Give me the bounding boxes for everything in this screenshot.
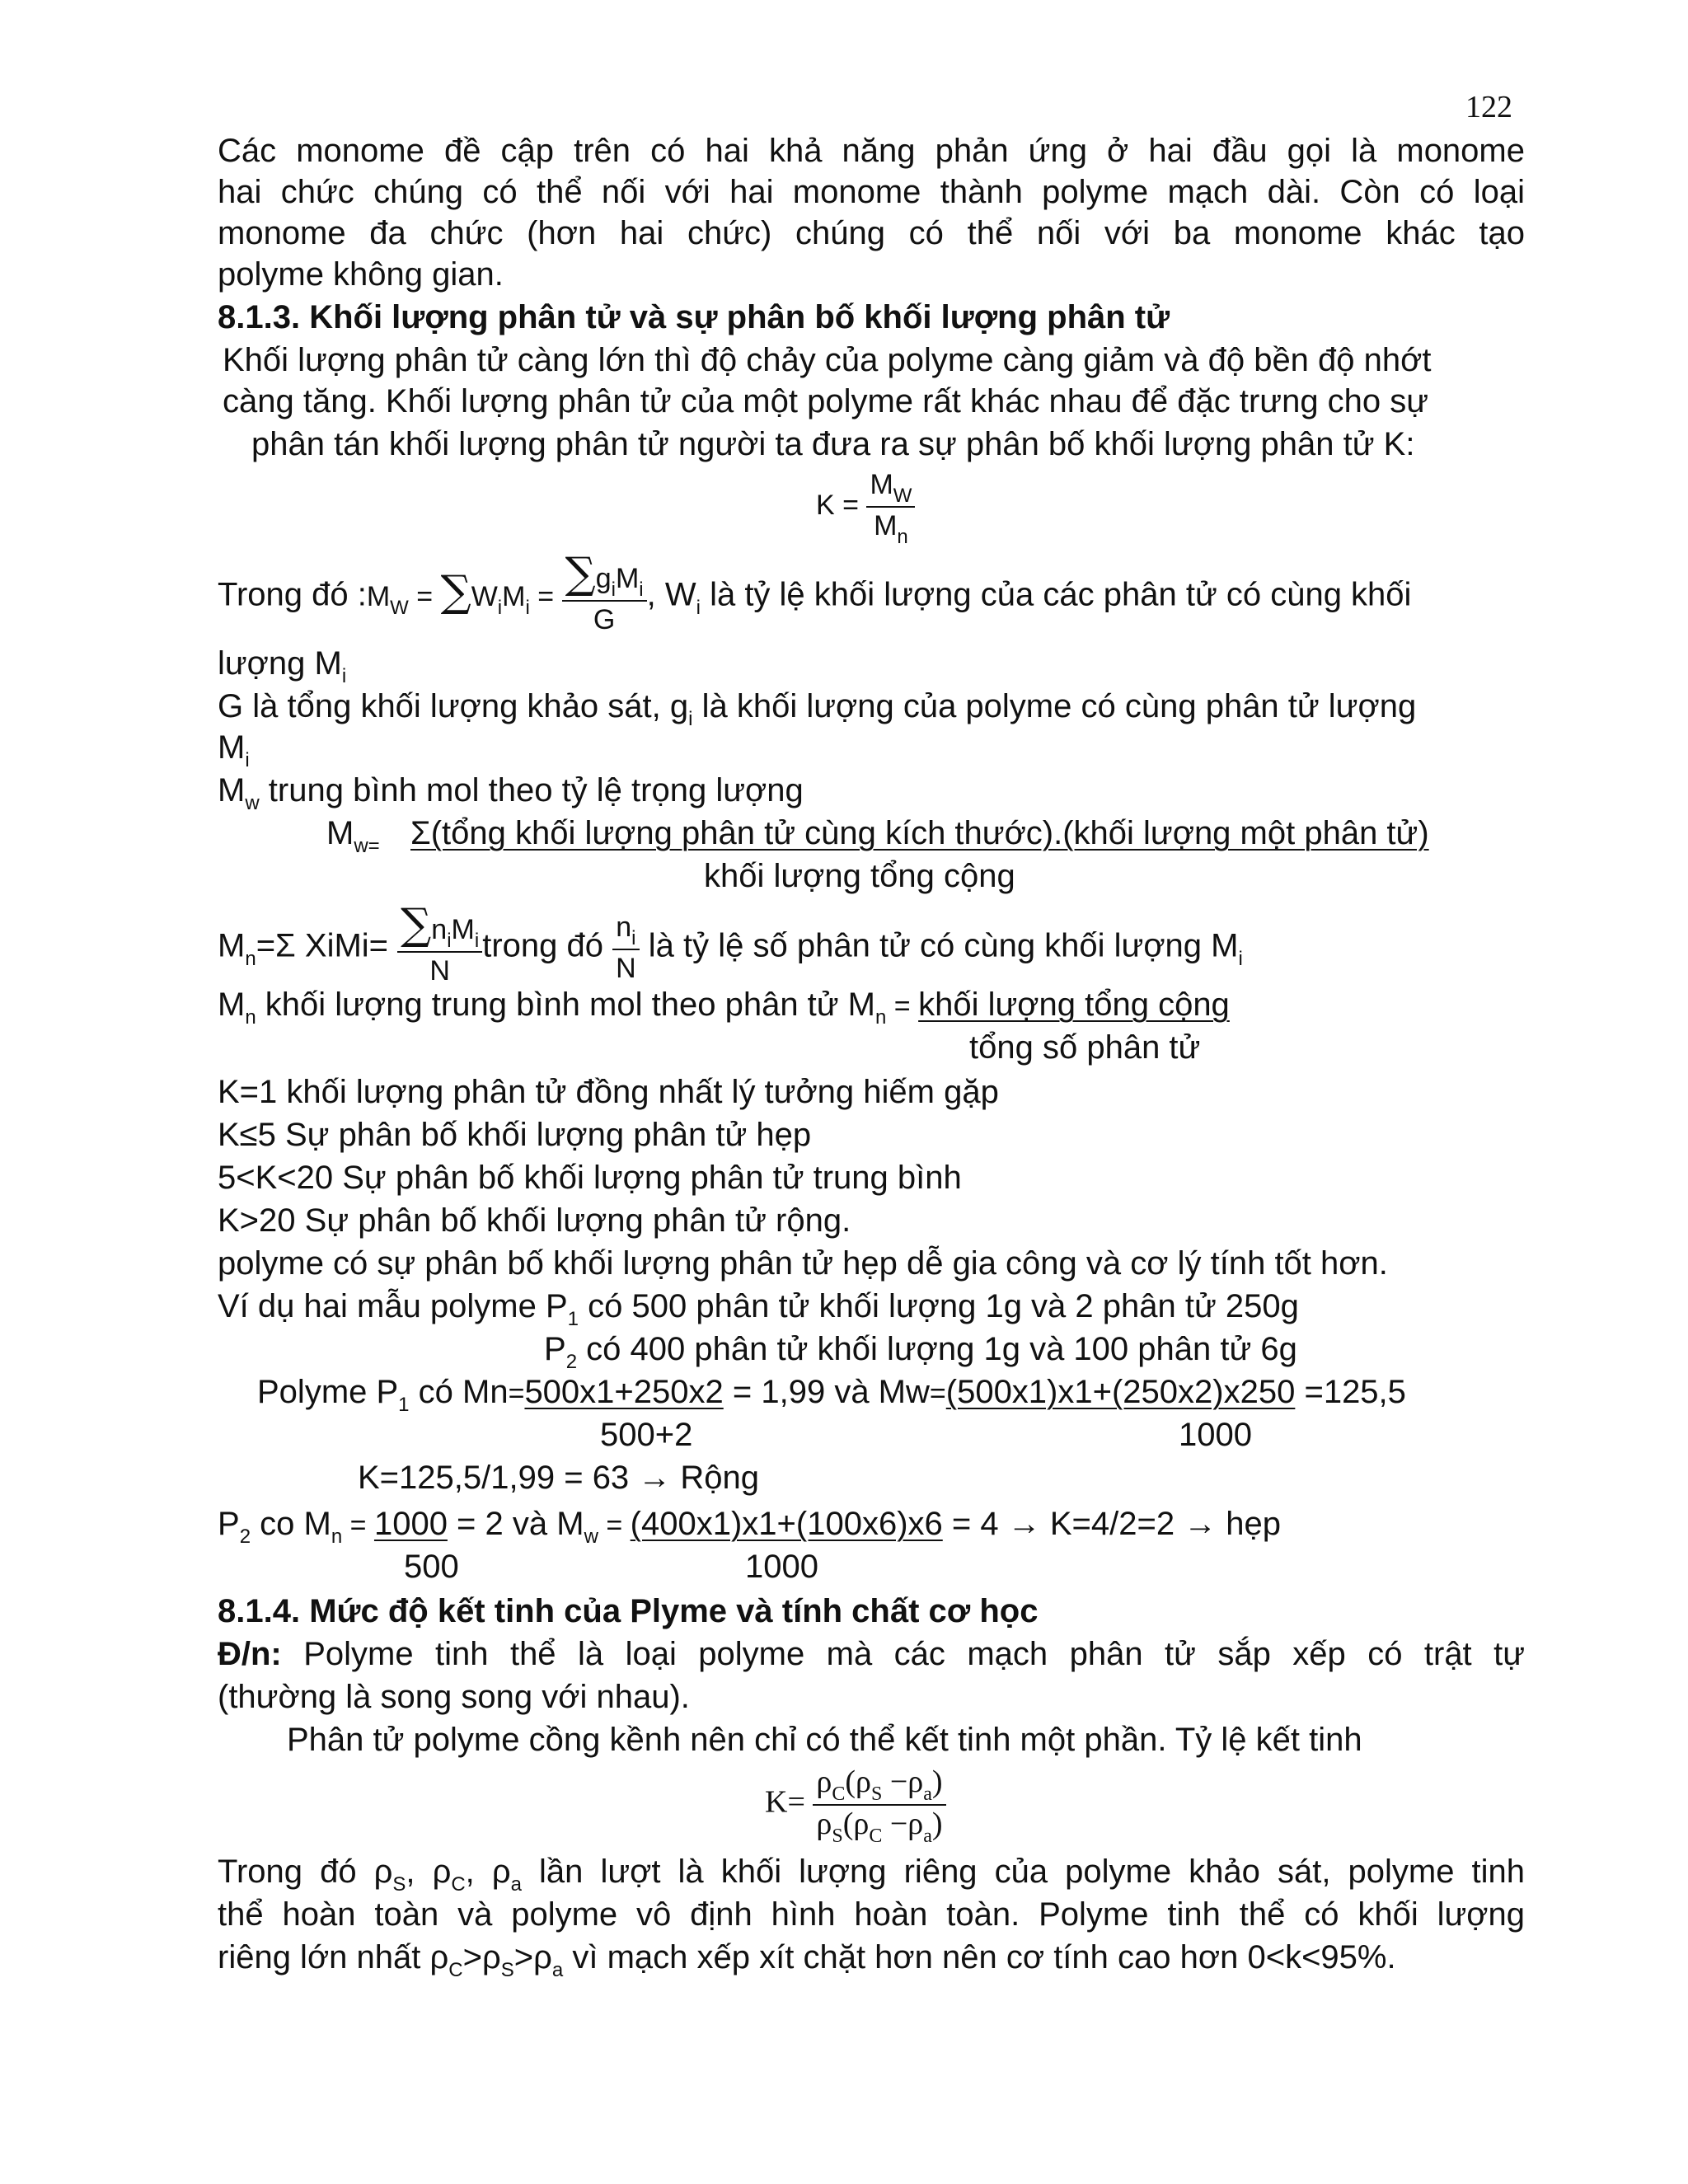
example-p2-calc: $P_2$ co $M_n = 1000 = 2$ và $M_w = (400x1)x1+(100x6)x6 = 4 \to K=4/2=2$ → hẹp [218,1506,1282,1548]
paragraph-line: thể hoàn toàn và polyme vô định hình hoàn toàn. Polyme tinh thể có khối lượng [218,1896,1525,1933]
crystallinity-intro: Phân tử polyme cồng kềnh nên chỉ có thể kết tinh một phần. Tỷ lệ kết tinh [287,1722,1362,1758]
mn-definition: $M_n=\Sigma$ XiMi= $\frac{\sum n_iM_i}{N}$ trong đó $\frac{n_i}{N}$ là tỷ lệ số phân tử có cùng khối lượng $M_i$ [218,900,1243,987]
paragraph-line: riêng lớn nhất $\rho_C>\rho_S>\rho_a$ vì mạch xếp xít chặt hơn nên cơ tính cao hơn 0<k<95%. [218,1939,1396,1981]
mn-average: $M_n$ khối lượng trung bình mol theo phân tử $M_n$ = khối lượng tổng cộng [218,987,1230,1029]
example-line-2: $P_2$ có 400 phân tử khối lượng 1g và 100 phân tử 6g [544,1331,1297,1373]
g-definition-cont: $M_i$ [218,729,250,771]
paragraph-line: Trong đó $\rho_S$, $\rho_C$, $\rho_a$ lần lượt là khối lượng riêng của polyme khảo sát, polyme tinh [218,1854,1525,1896]
paragraph-line: monome đa chức (hơn hai chức) chúng có thể nối với ba monome khác tạo [218,215,1525,251]
formula-k: K = $\frac{M_W}{M_n}$ [816,466,915,547]
paragraph-line: Khối lượng phân tử càng lớn thì độ chảy của polyme càng giảm và độ bền độ nhớt [223,342,1432,378]
paragraph-line: Các monome đề cập trên có hai khả năng phản ứng ở hai đầu gọi là monome [218,133,1525,169]
g-definition: G là tổng khối lượng khảo sát, $g_i$ là khối lượng của polyme có cùng phân tử lượng [218,688,1417,730]
example-line-1: Ví dụ hai mẫu polyme $P_1$ có 500 phân tử khối lượng 1g và 2 phân tử 250g [218,1288,1299,1330]
mw-definition: Trong đó $:M_W = \sum W_iM_i$ = $\frac{\sum g_iM_i}{G}$ , $W_i$ là tỷ lệ khối lượng của các phân tử có cùng khối [218,549,1412,635]
definition-line: (thường là song song với nhau). [218,1679,690,1715]
narrow-note: polyme có sự phân bố khối lượng phân tử hẹp dễ gia công và cơ lý tính tốt hơn. [218,1245,1388,1282]
example-p1-calc: Polyme $P_1$ có Mn=500x1+250x2 = 1,99 và Mw=(500x1)x1+(250x2)x250 =125,5 [257,1374,1406,1416]
example-k1: K=125,5/1,99 = 63 → Rộng [358,1460,760,1496]
mw-word-lhs: $M_{w=}$ [326,815,380,857]
mw-definition-cont: lượng $M_i$ [218,645,347,687]
k-list-item: K≤5 Sự phân bố khối lượng phân tử hẹp [218,1117,812,1153]
section-heading-8-1-4: 8.1.4. Mức độ kết tinh của Plyme và tính chất cơ học [218,1593,1039,1629]
example-p1-mw-den: 1000 [1179,1417,1252,1453]
k-list-item: K>20 Sự phân bố khối lượng phân tử rộng. [218,1202,851,1239]
mw-word-numerator: Σ(tổng khối lượng phân tử cùng kích thước).(khối lượng một phân tử) [410,815,1429,851]
paragraph-line: phân tán khối lượng phân tử người ta đưa ra sự phân bố khối lượng phân tử K: [251,426,1415,462]
section-heading-8-1-3: 8.1.3. Khối lượng phân tử và sự phân bố khối lượng phân tử [218,299,1170,335]
paragraph-line: càng tăng. Khối lượng phân tử của một polyme rất khác nhau để đặc trưng cho sự [223,383,1429,419]
k-list-item: 5<K<20 Sự phân bố khối lượng phân tử trung bình [218,1160,962,1196]
mn-average-denominator: tổng số phân tử [969,1029,1201,1066]
paragraph-line: hai chức chúng có thể nối với hai monome thành polyme mạch dài. Còn có loại [218,174,1525,210]
k-list-item: K=1 khối lượng phân tử đồng nhất lý tưởng hiếm gặp [218,1074,999,1110]
paragraph-line: polyme không gian. [218,256,504,293]
mw-word-denominator: khối lượng tổng cộng [704,858,1015,894]
page-number: 122 [1465,90,1512,124]
example-p1-mn-den: 500+2 [600,1417,693,1453]
example-p2-mn-den: 500 [404,1549,459,1585]
formula-crystallinity: K= $\frac{\rho_C(\rho_S -\rho_a)}{\rho_S(\rho_C -\rho_a)}$ [765,1764,946,1846]
definition-line: Đ/n: Polyme tinh thể là loại polyme mà các mạch phân tử sắp xếp có trật tự [218,1636,1525,1672]
example-p2-mw-den: 1000 [745,1549,818,1585]
mw-average: $M_w$ trung bình mol theo tỷ lệ trọng lượng [218,772,804,814]
